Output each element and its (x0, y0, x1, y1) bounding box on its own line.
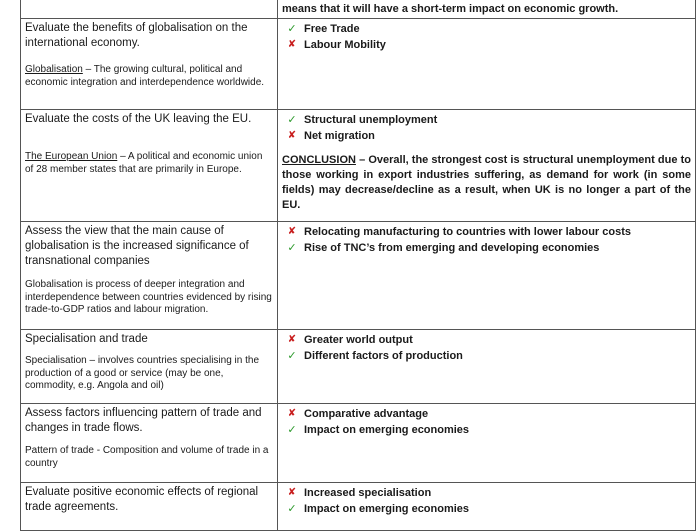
definition-term: Globalisation (25, 64, 83, 75)
points-list (282, 224, 691, 256)
points-list (282, 112, 691, 144)
question-text: Specialisation and trade (25, 333, 148, 345)
cross-icon: ✘ (287, 487, 297, 498)
list-item: ✓ Free Trade (287, 23, 360, 35)
list-item: ✓ Different factors of production (287, 350, 463, 362)
question-cell (21, 404, 278, 483)
answer-cell (278, 19, 696, 110)
table-row (21, 330, 696, 404)
question-text: Evaluate positive economic effects of regional trade agreements. (25, 486, 259, 513)
question-text: Assess factors influencing pattern of trade and changes in trade flows. (25, 407, 262, 434)
list-item: ✘ Net migration (287, 130, 375, 142)
list-item: ✘ Comparative advantage (287, 408, 429, 420)
question-cell (21, 330, 278, 404)
revision-table (20, 0, 696, 531)
definition: Pattern of trade - Composition and volume of trade in a country (25, 445, 269, 469)
top-right-cell (278, 0, 696, 19)
question-text: Evaluate the benefits of globalisation on the international economy. (25, 22, 248, 49)
answer-cell (278, 404, 696, 483)
definition: Globalisation is process of deeper integration and interdependence between countries evidenced by rising trade-to-GDP ratios and labour migration. (25, 279, 272, 315)
table-row (21, 404, 696, 483)
answer-cell (278, 330, 696, 404)
definition (25, 64, 273, 89)
table-row (21, 0, 696, 19)
list-item: ✘ Greater world output (287, 334, 413, 346)
tick-icon: ✓ (287, 503, 297, 515)
tick-icon: ✓ (287, 350, 297, 362)
answer-cell (278, 222, 696, 330)
points-list (282, 406, 691, 438)
cross-icon: ✘ (287, 408, 297, 419)
definition-text: – A political and economic union of 28 member states that are primarily in Europe. (25, 151, 263, 175)
list-item: ✓ Structural unemployment (287, 114, 438, 126)
cross-icon: ✘ (287, 130, 297, 141)
tick-icon: ✓ (287, 23, 297, 35)
definition: Specialisation – involves countries specialising in the production of a good or service (may be one, commodity, e.g. Angola and oil) (25, 355, 260, 391)
tick-icon: ✓ (287, 424, 297, 436)
question-text: Evaluate the costs of the UK leaving the EU. (25, 113, 252, 125)
question-cell (21, 483, 278, 531)
answer-cell (278, 483, 696, 531)
points-list (282, 332, 691, 364)
table-row (21, 483, 696, 531)
question-cell (21, 19, 278, 110)
question-text: Assess the view that the main cause of globalisation is the increased significance of transnational companies (25, 225, 249, 267)
points-list (282, 21, 691, 53)
list-item: ✓ Impact on emerging economies (287, 503, 470, 515)
cross-icon: ✘ (287, 334, 297, 345)
list-item: ✘ Labour Mobility (287, 39, 386, 51)
definition-text: – The growing cultural, political and economic integration and interdependence worldwide. (25, 64, 265, 88)
cross-icon: ✘ (287, 226, 297, 237)
list-item: ✘ Increased specialisation (287, 487, 432, 499)
tick-icon: ✓ (287, 114, 297, 126)
points-list (282, 485, 691, 517)
cross-icon: ✘ (287, 39, 297, 50)
question-cell (21, 110, 278, 222)
table-row (21, 19, 696, 110)
definition-term: The European Union (25, 151, 118, 162)
top-text: means that it will have a short-term impact on economic growth. (282, 3, 619, 15)
tick-icon: ✓ (287, 242, 297, 254)
definition (25, 151, 273, 176)
conclusion-text: – Overall, the strongest cost is structural unemployment due to those working in export industries suffering, as demand for work (in some fields) may decrease/decline as a result, when UK is no longer a part of the EU. (282, 154, 691, 211)
table-row (21, 110, 696, 222)
answer-cell (278, 110, 696, 222)
list-item: ✘ Relocating manufacturing to countries with lower labour costs (287, 226, 631, 238)
list-item: ✓ Rise of TNC’s from emerging and developing economies (287, 242, 600, 254)
conclusion-label: CONCLUSION (282, 154, 356, 166)
list-item: ✓ Impact on emerging economies (287, 424, 470, 436)
table-row (21, 222, 696, 330)
top-left-cell (21, 0, 278, 19)
conclusion (282, 153, 691, 213)
question-cell (21, 222, 278, 330)
